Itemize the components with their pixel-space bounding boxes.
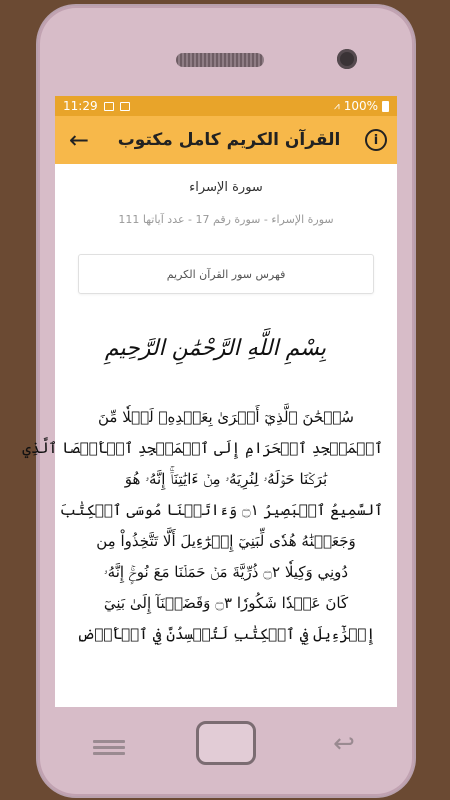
app-title: القرآن الكريم كامل مكتوب	[117, 130, 341, 150]
hardware-nav-bar	[38, 707, 414, 796]
battery-icon	[382, 101, 389, 112]
verse-line: دُونِي وَكِيلٗا ۝٢ ذُرِّيَّةَ مَنۡ حَمَلۡنَا مَعَ نُوحٍۚ إِنَّهُۥ	[103, 563, 349, 581]
surah-index-label: فهرس سور القرآن الكريم	[166, 267, 286, 281]
verse-line: إِسۡرَٰٓءِيلَ فِي ٱلۡكِتَٰبِ لَتُفۡسِدُنَّ فِي ٱلۡأَرۡضِ	[76, 625, 376, 643]
app-notification-icon	[120, 102, 130, 111]
status-time: 11:29	[63, 99, 98, 113]
surah-title: سورة الإسراء	[189, 180, 263, 195]
verse-line: سُبۡحَٰنَ ٱلَّذِيٓ أَسۡرَىٰ بِعَبۡدِهِۦ لَيۡلٗا مِّنَ	[97, 408, 354, 426]
verse-line: وَجَعَلۡنَٰهُ هُدٗى لِّبَنِيٓ إِسۡرَٰٓءِيلَ أَلَّا تَتَّخِذُواْ مِن	[96, 532, 356, 550]
front-camera	[337, 49, 357, 69]
verse-line: كَانَ عَبۡدٗا شَكُورٗا ۝٣ وَقَضَيۡنَآ إِلَىٰ بَنِيٓ	[103, 594, 349, 612]
menu-icon[interactable]	[93, 737, 125, 759]
speaker-grille	[176, 53, 264, 67]
battery-percent: 100%	[343, 99, 378, 113]
verse-line: بَٰرَكۡنَا حَوۡلَهُۥ لِنُرِيَهُۥ مِنۡ ءَايَٰتِنَآۚ إِنَّهُۥ هُوَ	[124, 470, 328, 488]
verse-line: ٱلسَّمِيعُ ٱلۡبَصِيرُ ۝١ وَءَاتَيۡنَا مُوسَى ٱلۡكِتَٰبَ	[59, 501, 383, 519]
app-toolbar	[55, 116, 397, 164]
verses-text	[22, 402, 397, 650]
verse-line: ٱلۡمَسۡجِدِ ٱلۡحَرَامِ إِلَى ٱلۡمَسۡجِدِ ٱلۡأَقۡصَا ٱلَّذِي	[22, 439, 383, 457]
surah-meta: سورة الإسراء - سورة رقم 17 - عدد آياتها 111	[118, 213, 334, 226]
app-screen	[22, 96, 397, 707]
image-notification-icon	[104, 102, 114, 111]
home-button-icon[interactable]	[196, 721, 256, 765]
arrow-left-icon[interactable]: ←	[68, 126, 90, 154]
signal-icon: ⩘	[334, 100, 340, 112]
surah-index-button[interactable]	[78, 254, 374, 294]
status-bar	[55, 96, 397, 116]
basmala-text: بِسْمِ اللَّهِ الرَّحْمَٰنِ الرَّحِيمِ	[104, 336, 326, 361]
basmala-calligraphy	[104, 322, 326, 392]
info-icon[interactable]: i	[365, 129, 387, 151]
return-arrow-icon[interactable]: ↩	[333, 729, 355, 759]
